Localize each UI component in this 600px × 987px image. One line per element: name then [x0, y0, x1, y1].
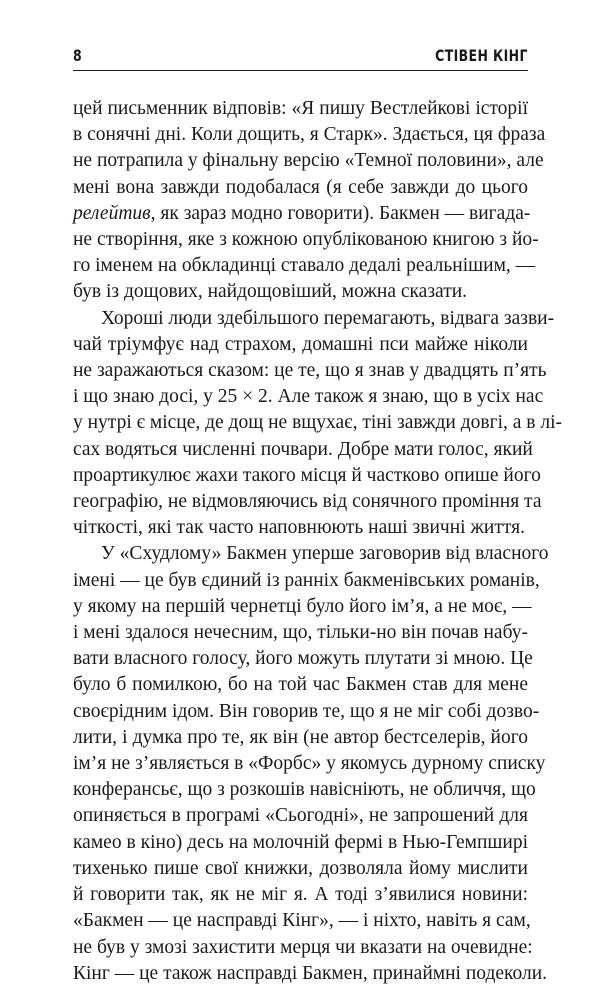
running-header [73, 46, 528, 71]
text-line: «Бакмен — це насправді Кінг», — і ніхто, навіть я сам, [73, 910, 531, 932]
text-line: камео в кіно) десь на молочній фермі в Нью-Гемпширі [73, 831, 528, 853]
text-line: цей письменник відповів: «Я пишу Вестлейкові історії [73, 98, 528, 119]
text-line: географію, не відмовляючись від сонячного проміння та [73, 491, 542, 513]
paragraph [73, 96, 546, 306]
body-text [73, 96, 563, 987]
text-line: в сонячні дні. Коли дощить, я Старк». Здається, ця фраза [73, 124, 546, 146]
text-line: у якому на першій чернетці було його ім’я, а не моє, — [73, 595, 532, 617]
text-line: проартикулює жахи такого місця й частково опише його [73, 464, 541, 486]
paragraph [73, 541, 549, 986]
text-line: не створіння, яке з кожною опублікованою книгою з йо- [73, 229, 539, 251]
text-line: й говорити так, як не міг я. А тоді з’явилися новини: [73, 884, 528, 906]
running-title: СТІВЕН КІНГ [435, 46, 528, 65]
text-line: сах водяться численні почвари. Добре мати голос, який [73, 438, 533, 460]
text-line: вати власного голосу, його можуть плутати зі мною. Це [73, 648, 533, 670]
text-line: і що знаю досі, у 25 × 2. Але також я знаю, що в усіх нас [73, 386, 544, 408]
text-line: не заражаються сказом: це те, що я знав у двадцять п’ять [73, 360, 547, 382]
text-line: чай тріумфує над страхом, домашні пси майже ніколи [73, 333, 528, 355]
text-line: імені — це був єдиний із ранніх бакменівських романів, [73, 569, 540, 591]
text-line: не потрапила у фінальну версію «Темної половини», але [73, 150, 544, 172]
text-line: опиняється в програмі «Сьогодні», не запрошений для [73, 805, 528, 827]
text-line: ім’я не з’являється в «Форбс» у якомусь дурному списку [73, 753, 546, 775]
text-line: і мені здалося нечесним, що, тільки-но він почав набу- [73, 622, 528, 644]
text-line: Хороші люди здебільшого перемагають, відвага зазви- [101, 307, 555, 329]
text-line: го іменем на обкладинці ставало дедалі реальнішим, — [73, 255, 536, 277]
text-line: своєрідним ідом. Він говорив те, що я не міг собі дозво- [73, 700, 540, 722]
text-line: мені вона завжди подобалася (я себе завжди до цього [73, 176, 528, 198]
italic-word: релейтив [73, 202, 151, 224]
paragraph [73, 306, 563, 542]
text-line: був із дощових, найдощовіший, можна сказати. [73, 281, 468, 303]
text-line: було б помилкою, бо на той час Бакмен став для мене [73, 674, 528, 696]
text-line: чіткості, які так часто наповнюють наші звичні життя. [73, 517, 525, 539]
text-line: не був у змозі захистити мерця чи вказати на очевидне: [73, 936, 533, 958]
text-line: релейтив, як зараз модно говорити). Бакмен — вигада- [73, 202, 531, 224]
text-line: лити, і думка про те, як він (не автор бестселерів, його [73, 726, 528, 748]
text-line: У «Схудлому» Бакмен уперше заговорив від власного [101, 543, 549, 565]
text-line: тихенько пише свої книжки, дозволяла йому мислити [73, 857, 528, 879]
text-line: конферансьє, що з розкошів навісніють, не обличчя, що [73, 779, 536, 801]
text-line: Кінг — це також насправді Бакмен, принаймні подеколи. [73, 962, 548, 984]
page-number: 8 [73, 46, 83, 65]
text-line: у нутрі є місце, де дощ не вщухає, тіні завжди довгі, а в лі- [73, 412, 563, 434]
